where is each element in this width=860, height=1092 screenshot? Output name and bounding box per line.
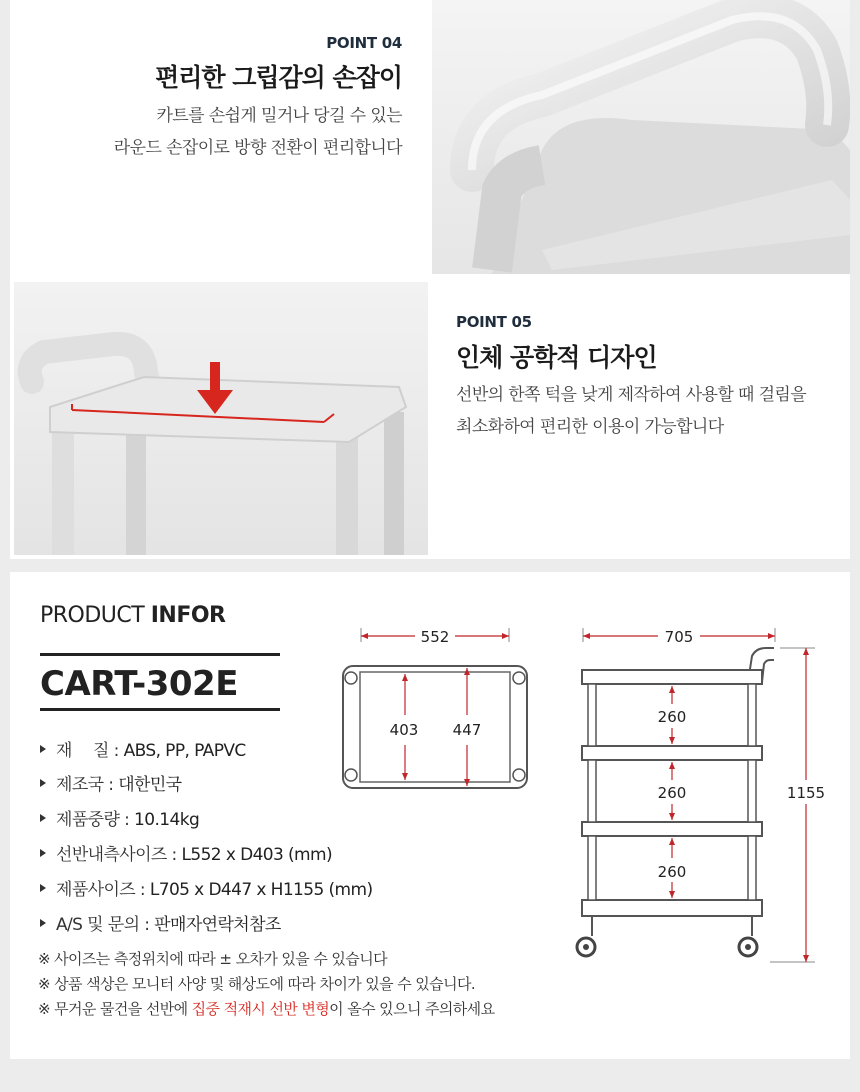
note-size-tolerance: ※ 사이즈는 측정위치에 따라 ± 오차가 있을 수 있습니다: [38, 950, 387, 968]
side-view-diagram: [570, 620, 830, 965]
note-load-warning: ※ 무거운 물건을 선반에 집중 적재시 선반 변형이 올수 있으니 주의하세요: [38, 1000, 495, 1018]
bullet-icon: [40, 919, 46, 927]
dim-height: 1155: [786, 784, 826, 802]
dim-top-width: 552: [420, 628, 450, 646]
product-info-heading: [40, 603, 226, 628]
spec-inner-size: 선반내측사이즈 : L552 x D403 (mm): [40, 840, 332, 865]
bullet-icon: [40, 779, 46, 787]
bullet-icon: [40, 745, 46, 753]
dim-shelf-gap-1: 260: [657, 708, 687, 726]
shelf-illustration: [14, 282, 428, 555]
dim-shelf-gap-3: 260: [657, 863, 687, 881]
spec-weight: 제품중량 : 10.14kg: [40, 805, 199, 830]
point05-desc: [456, 379, 806, 443]
note-color-variance: ※ 상품 색상은 모니터 사양 및 해상도에 따라 차이가 있을 수 있습니다.: [38, 975, 476, 993]
divider-top: [40, 653, 280, 656]
point05-label: POINT 05: [456, 313, 532, 331]
dim-side-width: 705: [664, 628, 694, 646]
handle-photo: [432, 0, 850, 274]
spec-as-contact: A/S 및 문의 : 판매자연락처참조: [40, 910, 281, 935]
bullet-icon: [40, 849, 46, 857]
point05-desc-line2: 최소화하여 편리한 이용이 가능합니다: [456, 417, 724, 437]
point04-desc-line1: 카트를 손쉽게 밀거나 당길 수 있는: [156, 106, 402, 126]
spec-origin: 제조국 : 대한민국: [40, 770, 182, 795]
spec-product-size: 제품사이즈 : L705 x D447 x H1155 (mm): [40, 875, 373, 900]
top-view-diagram: [335, 620, 540, 795]
point04-label: POINT 04: [326, 34, 402, 52]
dim-outer-depth: 447: [452, 721, 482, 739]
heading-bold: INFOR: [150, 603, 226, 628]
shelf-photo: [14, 282, 428, 555]
model-name: CART-302E: [40, 664, 238, 704]
dim-inner-depth: 403: [389, 721, 419, 739]
warning-highlight: 집중 적재시 선반 변형: [191, 1000, 330, 1018]
point04-desc-line2: 라운드 손잡이로 방향 전환이 편리합니다: [113, 138, 402, 158]
bullet-icon: [40, 884, 46, 892]
heading-light: PRODUCT: [40, 603, 151, 628]
point04-title: 편리한 그립감의 손잡이: [155, 63, 402, 92]
divider-bottom: [40, 708, 280, 711]
bullet-icon: [40, 814, 46, 822]
dim-shelf-gap-2: 260: [657, 784, 687, 802]
point04-desc: [114, 100, 402, 164]
spec-material: 재 질 : ABS, PP, PAPVC: [40, 736, 246, 761]
arrow-shaft: [210, 362, 220, 392]
point05-desc-line1: 선반의 한쪽 턱을 낮게 제작하여 사용할 때 걸림을: [456, 385, 807, 405]
point05-title: 인체 공학적 디자인: [456, 343, 657, 372]
handle-illustration: [432, 0, 850, 274]
